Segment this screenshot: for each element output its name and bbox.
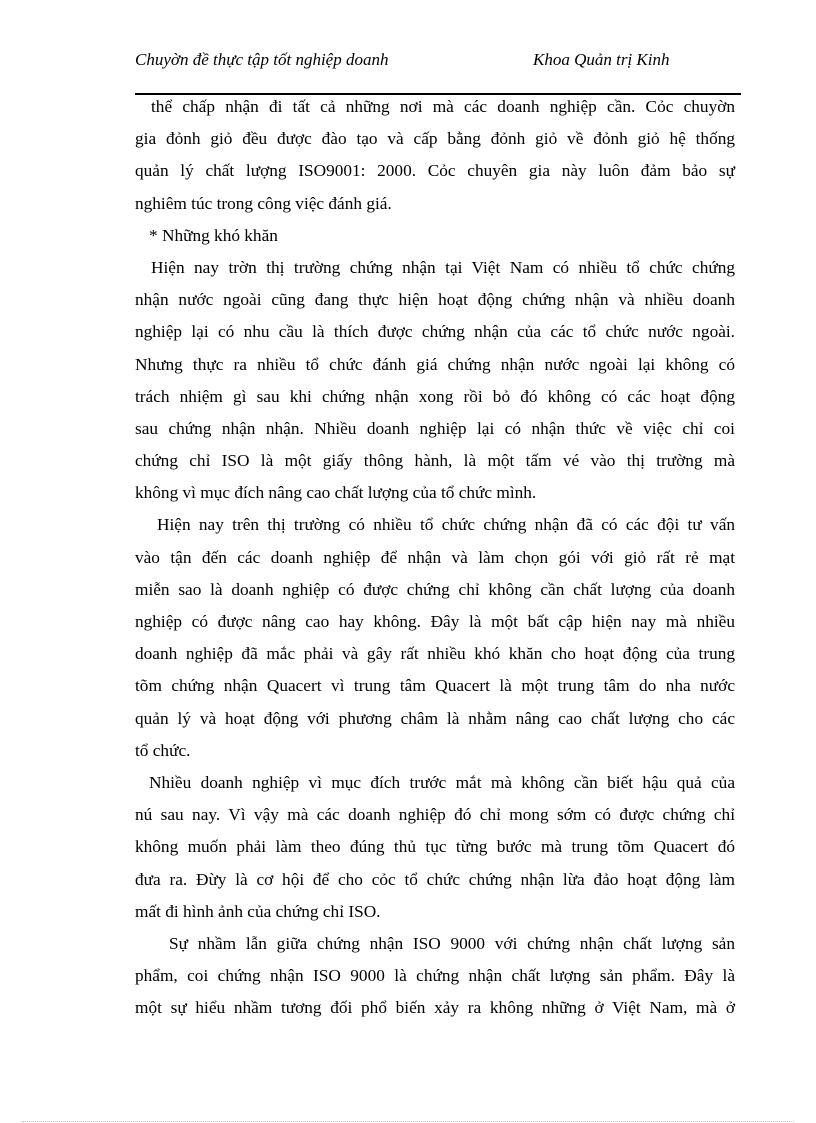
text-line: không muốn phải làm theo đúng thủ tục từng bước mà trung tõm Quacert đó (135, 837, 735, 857)
text-line: Hiện nay trờn thị trường chứng nhận tại Việt Nam có nhiều tổ chức chứng (151, 257, 735, 277)
page-bottom-border (22, 1121, 794, 1122)
text-line: nghiêm túc trong công việc đánh giá. (135, 193, 392, 213)
text-line: nhận nước ngoài cũng đang thực hiện hoạt động chứng nhận và nhiều doanh (135, 290, 735, 310)
text-line: doanh nghiệp đã mắc phải và gây rất nhiều khó khăn cho hoạt động của trung (135, 644, 735, 664)
text-line: nú sau nay. Vì vậy mà các doanh nghiệp đó chỉ mong sớm có được chứng chỉ (135, 805, 735, 825)
text-line: quản lý chất lượng ISO9001: 2000. Cỏc chuyên gia này luôn đảm bảo sự (135, 161, 735, 181)
text-line: gia đỏnh giỏ đều được đào tạo và cấp bằng đỏnh giỏ về đỏnh giỏ hệ thống (135, 129, 735, 149)
body-text (135, 91, 735, 1024)
text-line: không vì mục đích nâng cao chất lượng của tổ chức mình. (135, 483, 537, 503)
text-line: trách nhiệm gì sau khi chứng nhận xong rồi bỏ đó không có các hoạt động (135, 386, 735, 406)
text-line: mất đi hình ảnh của chứng chỉ ISO. (135, 901, 381, 921)
header-left-title: Chuyờn đề thực tập tốt nghiệp doanh (135, 50, 389, 69)
text-line: Nhiều doanh nghiệp vì mục đích trước mắt mà không cần biết hậu quả của (149, 772, 735, 792)
text-line: nghiệp lại có nhu cầu là thích được chứng nhận của các tổ chức nước ngoài. (135, 322, 735, 342)
text-line: quản lý và hoạt động với phương châm là nhằm nâng cao chất lượng cho các (135, 708, 735, 728)
text-line: chứng chỉ ISO là một giấy thông hành, là một tấm vé vào thị trường mà (135, 451, 735, 471)
text-line: tổ chức. (135, 740, 191, 760)
text-line: Sự nhầm lẫn giữa chứng nhận ISO 9000 với chứng nhận chất lượng sản (169, 933, 735, 953)
text-line: tõm chứng nhận Quacert vì trung tâm Quacert là một trung tâm do nha nước (135, 676, 735, 696)
page-header (135, 50, 741, 94)
text-line: nghiệp có được nâng cao hay không. Đây là một bất cập hiện nay mà nhiều (135, 612, 735, 631)
header-right-title: Khoa Quản trị Kinh (533, 50, 670, 69)
text-line: thể chấp nhận đi tất cả những nơi mà các doanh nghiệp cần. Cỏc chuyờn (151, 97, 735, 116)
text-line: miễn sao là doanh nghiệp có được chứng chỉ không cần chất lượng của doanh (135, 579, 735, 599)
text-line: đưa ra. Đừy là cơ hội để cho cỏc tổ chức chứng nhận lừa đảo hoạt động làm (135, 869, 735, 889)
text-line: phẩm, coi chứng nhận ISO 9000 là chứng nhận chất lượng sản phẩm. Đây là (135, 966, 735, 986)
section-heading: * Những khó khăn (149, 225, 278, 245)
text-line: Hiện nay trên thị trường có nhiều tổ chức chứng nhận đã có các đội tư vấn (157, 515, 735, 535)
text-line: sau chứng nhận nhận. Nhiều doanh nghiệp lại có nhận thức về việc chỉ coi (135, 418, 735, 438)
text-line: vào tận đến các doanh nghiệp để nhận và làm chọn gói với giỏ rất rẻ mạt (135, 547, 735, 567)
text-line: một sự hiểu nhầm tương đối phổ biến xảy ra không những ở Việt Nam, mà ở (135, 998, 735, 1018)
text-line: Nhưng thực ra nhiều tổ chức đánh giá chứng nhận nước ngoài lại không có (135, 354, 735, 374)
